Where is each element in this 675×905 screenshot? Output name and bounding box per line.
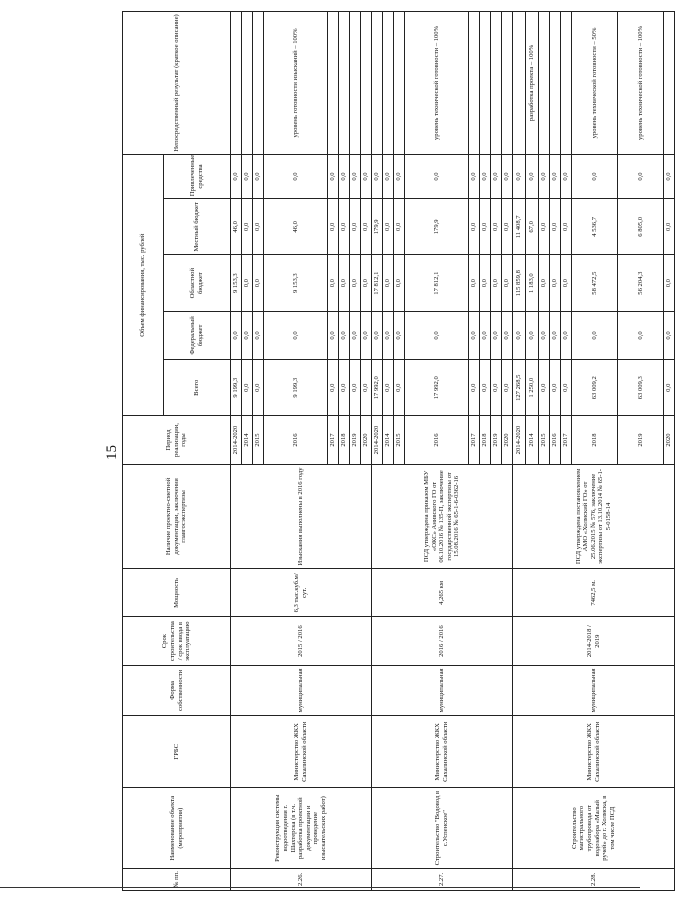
cell-total: 17 992,0: [372, 360, 383, 416]
cell-period: 2017: [328, 416, 339, 464]
cell-result: [469, 12, 480, 155]
cell-result: уровень технической готовности – 100%: [405, 12, 469, 155]
cell-total: 63 009,3: [618, 360, 664, 416]
cell-term: 2016 / 2016: [372, 617, 513, 665]
cell-term: 2015 / 2016: [231, 617, 372, 665]
cell-regional: 0,0: [339, 255, 350, 311]
cell-attracted: 0,0: [550, 154, 561, 198]
cell-federal: 0,0: [480, 311, 491, 359]
cell-term: 2014-2018 / 2019: [513, 617, 675, 665]
cell-attracted: 0,0: [618, 154, 664, 198]
cell-result: [502, 12, 513, 155]
cell-regional: 58 472,5: [572, 255, 618, 311]
cell-regional: 0,0: [253, 255, 264, 311]
cell-federal: 0,0: [491, 311, 502, 359]
col-header-regional: Областной бюджет: [164, 255, 231, 311]
cell-regional: 9 153,3: [231, 255, 242, 311]
cell-federal: 0,0: [231, 311, 242, 359]
cell-result: [480, 12, 491, 155]
cell-regional: 56 204,3: [618, 255, 664, 311]
cell-federal: 0,0: [561, 311, 572, 359]
cell-total: 9 199,3: [264, 360, 328, 416]
cell-result: [383, 12, 394, 155]
cell-period: 2020: [502, 416, 513, 464]
cell-federal: 0,0: [502, 311, 513, 359]
cell-local: 0,0: [561, 199, 572, 255]
cell-federal: 0,0: [664, 311, 675, 359]
cell-psd: ПСД утверждена постановлением АМО «Холмский ГО» от 25.06.2015 № 576, заключение экспертизы от 13.10.2014 № 65-1-5-0158-14: [513, 464, 675, 569]
cell-result: уровень технической готовности – 100%: [618, 12, 664, 155]
cell-total: 0,0: [480, 360, 491, 416]
cell-total: 0,0: [383, 360, 394, 416]
cell-attracted: 0,0: [561, 154, 572, 198]
cell-federal: 0,0: [361, 311, 372, 359]
cell-attracted: 0,0: [242, 154, 253, 198]
cell-name: Строительство магистрального трубопровода от водозабора «Малый ручей» до г. Холмска, в том числе ПСД: [513, 788, 675, 868]
cell-name: Реконструкция системы водоотведения г. Шахтерска (в т.ч. разработка проектной документации и проведение изыскательских работ): [231, 788, 372, 868]
cell-regional: 0,0: [383, 255, 394, 311]
cell-federal: 0,0: [526, 311, 539, 359]
cell-total: 0,0: [561, 360, 572, 416]
cell-regional: 0,0: [550, 255, 561, 311]
col-header-grbs: ГРБС: [123, 716, 231, 788]
cell-federal: 0,0: [572, 311, 618, 359]
cell-local: 46,0: [231, 199, 242, 255]
col-header-local: Местный бюджет: [164, 199, 231, 255]
cell-attracted: 0,0: [513, 154, 526, 198]
cell-federal: 0,0: [394, 311, 405, 359]
cell-total: 0,0: [550, 360, 561, 416]
cell-capacity: 4,265 км: [372, 569, 513, 617]
cell-regional: 115 859,8: [513, 255, 526, 311]
cell-total: 0,0: [469, 360, 480, 416]
table-body: [231, 12, 675, 891]
cell-attracted: 0,0: [231, 154, 242, 198]
cell-total: 0,0: [339, 360, 350, 416]
cell-period: 2014-2020: [231, 416, 242, 464]
cell-total: 1 250,0: [526, 360, 539, 416]
cell-attracted: 0,0: [491, 154, 502, 198]
col-header-num: № пп.: [123, 868, 231, 890]
cell-period: 2014: [383, 416, 394, 464]
cell-attracted: 0,0: [572, 154, 618, 198]
cell-grbs: Министерство ЖКХ Сахалинской области: [513, 716, 675, 788]
cell-ownership: муниципальная: [231, 665, 372, 715]
cell-local: 0,0: [350, 199, 361, 255]
cell-period: 2019: [618, 416, 664, 464]
col-header-attracted: Привлеченные средства: [164, 154, 231, 198]
cell-federal: 0,0: [383, 311, 394, 359]
col-header-federal: Федеральный бюджет: [164, 311, 231, 359]
cell-period: 2018: [572, 416, 618, 464]
cell-federal: 0,0: [539, 311, 550, 359]
cell-result: [550, 12, 561, 155]
cell-period: 2018: [339, 416, 350, 464]
cell-federal: 0,0: [339, 311, 350, 359]
cell-total: 0,0: [328, 360, 339, 416]
cell-attracted: 0,0: [539, 154, 550, 198]
cell-attracted: 0,0: [350, 154, 361, 198]
cell-period: 2014-2020: [372, 416, 383, 464]
cell-attracted: 0,0: [394, 154, 405, 198]
cell-total: 63 009,2: [572, 360, 618, 416]
cell-local: 0,0: [361, 199, 372, 255]
cell-local: 0,0: [253, 199, 264, 255]
cell-result: [328, 12, 339, 155]
col-header-period: Период реализации, годы: [123, 416, 231, 464]
cell-regional: 9 153,3: [264, 255, 328, 311]
cell-total: 0,0: [253, 360, 264, 416]
cell-grbs: Министерство ЖКХ Сахалинской области: [231, 716, 372, 788]
cell-result: [350, 12, 361, 155]
cell-attracted: 0,0: [339, 154, 350, 198]
cell-result: [491, 12, 502, 155]
cell-result: разработка проекта – 100%: [526, 12, 539, 155]
cell-capacity: 7462,5 м.: [513, 569, 675, 617]
cell-local: 179,9: [372, 199, 383, 255]
page-number: 15: [104, 445, 120, 460]
col-header-financing-group: Объем финансирования, тыс. рублей: [123, 154, 164, 416]
cell-regional: 0,0: [664, 255, 675, 311]
cell-local: 0,0: [550, 199, 561, 255]
header-row-1: [123, 12, 164, 891]
cell-federal: 0,0: [242, 311, 253, 359]
cell-period: 2019: [350, 416, 361, 464]
cell-regional: 0,0: [361, 255, 372, 311]
cell-attracted: 0,0: [253, 154, 264, 198]
cell-local: 0,0: [383, 199, 394, 255]
cell-period: 2014: [242, 416, 253, 464]
cell-period: 2016: [550, 416, 561, 464]
col-header-psd: Наличие проектно-сметной документации, заключения главгосэкспертизы: [123, 464, 231, 569]
col-header-ownership: Форма собственности: [123, 665, 231, 715]
table-row: [231, 12, 242, 891]
cell-total: 9 199,3: [231, 360, 242, 416]
table-row: [372, 12, 383, 891]
cell-attracted: 0,0: [502, 154, 513, 198]
cell-attracted: 0,0: [526, 154, 539, 198]
cell-period: 2014-2020: [513, 416, 526, 464]
cell-regional: 0,0: [328, 255, 339, 311]
cell-local: 179,9: [405, 199, 469, 255]
cell-federal: 0,0: [350, 311, 361, 359]
cell-result: [231, 12, 242, 155]
cell-period: 2014: [526, 416, 539, 464]
cell-period: 2017: [469, 416, 480, 464]
cell-attracted: 0,0: [480, 154, 491, 198]
cell-name: Строительство "Водовод в с.Успенское": [372, 788, 513, 868]
cell-regional: 17 812,1: [405, 255, 469, 311]
cell-result: [539, 12, 550, 155]
cell-attracted: 0,0: [328, 154, 339, 198]
cell-local: 0,0: [242, 199, 253, 255]
cell-period: 2015: [539, 416, 550, 464]
cell-regional: 0,0: [394, 255, 405, 311]
cell-local: 0,0: [502, 199, 513, 255]
cell-regional: 0,0: [350, 255, 361, 311]
cell-local: 0,0: [328, 199, 339, 255]
cell-period: 2018: [480, 416, 491, 464]
cell-psd: Изыскания выполнены в 2016 году: [231, 464, 372, 569]
cell-result: [361, 12, 372, 155]
cell-local: 0,0: [394, 199, 405, 255]
cell-local: 0,0: [491, 199, 502, 255]
cell-num: 2.27.: [372, 868, 513, 890]
cell-total: 127 268,5: [513, 360, 526, 416]
cell-grbs: Министерство ЖКХ Сахалинской области: [372, 716, 513, 788]
cell-result: [339, 12, 350, 155]
cell-federal: 0,0: [372, 311, 383, 359]
cell-regional: 0,0: [502, 255, 513, 311]
cell-regional: 0,0: [491, 255, 502, 311]
cell-regional: 17 812,1: [372, 255, 383, 311]
cell-attracted: 0,0: [264, 154, 328, 198]
cell-period: 2016: [264, 416, 328, 464]
cell-total: 17 992,0: [405, 360, 469, 416]
cell-attracted: 0,0: [361, 154, 372, 198]
cell-total: 0,0: [491, 360, 502, 416]
cell-result: [372, 12, 383, 155]
cell-result: уровень готовности изысканий – 100%: [264, 12, 328, 155]
cell-result: [242, 12, 253, 155]
cell-total: 0,0: [350, 360, 361, 416]
cell-regional: 1 183,0: [526, 255, 539, 311]
cell-period: 2015: [253, 416, 264, 464]
cell-psd: ПСД утверждена приказом МБУ «ОКС» Анивского ГО от 06.10.2016 № 135-П, заключение государственной экспертизы от 15.08.2016 № 65-1-6-0362-16: [372, 464, 513, 569]
cell-federal: 0,0: [550, 311, 561, 359]
cell-local: 46,0: [264, 199, 328, 255]
cell-federal: 0,0: [253, 311, 264, 359]
table-row: [513, 12, 526, 891]
cell-local: 6 805,0: [618, 199, 664, 255]
financing-table: [122, 11, 675, 891]
cell-total: 0,0: [394, 360, 405, 416]
col-header-capacity: Мощность: [123, 569, 231, 617]
cell-result: [253, 12, 264, 155]
cell-regional: 0,0: [469, 255, 480, 311]
cell-attracted: 0,0: [664, 154, 675, 198]
cell-local: 0,0: [469, 199, 480, 255]
cell-total: 0,0: [539, 360, 550, 416]
cell-federal: 0,0: [328, 311, 339, 359]
cell-period: 2020: [664, 416, 675, 464]
cell-ownership: муниципальная: [513, 665, 675, 715]
bottom-rule: [0, 887, 640, 888]
cell-local: 0,0: [339, 199, 350, 255]
cell-total: 0,0: [361, 360, 372, 416]
col-header-result: Непосредственный результат (краткое описание): [123, 12, 231, 155]
col-header-name: Наименование объекта (мероприятия): [123, 788, 231, 868]
cell-period: 2016: [405, 416, 469, 464]
cell-federal: 0,0: [405, 311, 469, 359]
cell-local: 0,0: [539, 199, 550, 255]
cell-federal: 0,0: [469, 311, 480, 359]
cell-federal: 0,0: [264, 311, 328, 359]
cell-num: 2.26.: [231, 868, 372, 890]
cell-total: 0,0: [502, 360, 513, 416]
cell-federal: 0,0: [618, 311, 664, 359]
cell-local: 0,0: [480, 199, 491, 255]
cell-attracted: 0,0: [469, 154, 480, 198]
cell-attracted: 0,0: [372, 154, 383, 198]
cell-result: [561, 12, 572, 155]
cell-local: 11 408,7: [513, 199, 526, 255]
cell-result: [513, 12, 526, 155]
cell-local: 4 536,7: [572, 199, 618, 255]
cell-attracted: 0,0: [405, 154, 469, 198]
cell-ownership: муниципальная: [372, 665, 513, 715]
cell-federal: 0,0: [513, 311, 526, 359]
cell-regional: 0,0: [539, 255, 550, 311]
col-header-term: Срок строительства / срок ввода в эксплуатацию: [123, 617, 231, 665]
cell-total: 0,0: [242, 360, 253, 416]
cell-local: 0,0: [664, 199, 675, 255]
col-header-total: Всего: [164, 360, 231, 416]
cell-num: 2.28.: [513, 868, 675, 890]
cell-result: [664, 12, 675, 155]
cell-regional: 0,0: [561, 255, 572, 311]
cell-regional: 0,0: [242, 255, 253, 311]
cell-total: 0,0: [664, 360, 675, 416]
cell-attracted: 0,0: [383, 154, 394, 198]
cell-period: 2015: [394, 416, 405, 464]
cell-period: 2020: [361, 416, 372, 464]
cell-regional: 0,0: [480, 255, 491, 311]
cell-capacity: 6,3 тыс.куб.м/сут.: [231, 569, 372, 617]
cell-local: 67,0: [526, 199, 539, 255]
cell-result: уровень технической готовности – 50%: [572, 12, 618, 155]
cell-result: [394, 12, 405, 155]
cell-period: 2017: [561, 416, 572, 464]
cell-period: 2019: [491, 416, 502, 464]
